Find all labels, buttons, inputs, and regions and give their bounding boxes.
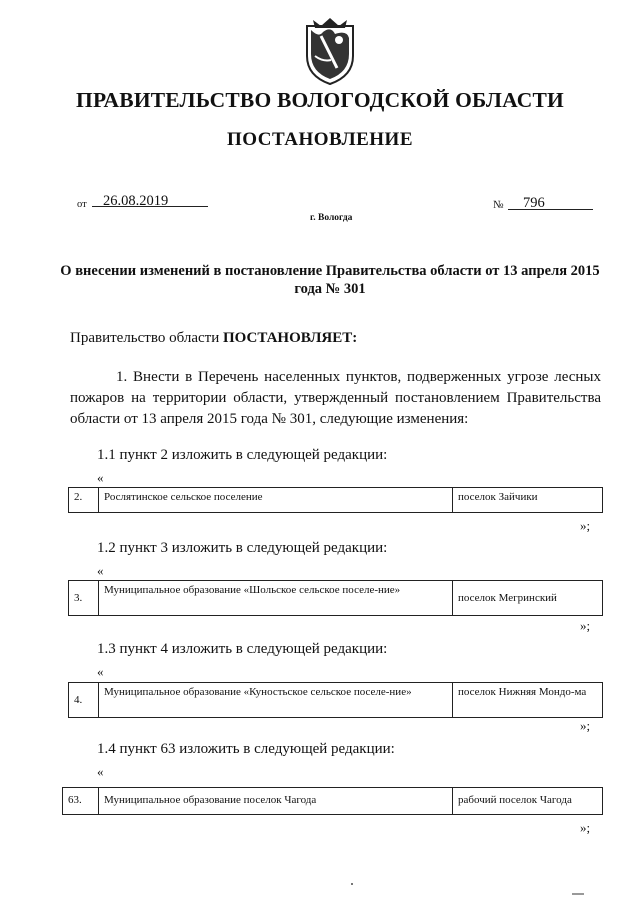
scan-speck [351,883,353,885]
document-date: 26.08.2019 [103,193,169,209]
document-type: ПОСТАНОВЛЕНИЕ [226,129,414,150]
row-settlement: поселок Нижняя Мондо-ма [458,686,587,698]
table-row [62,787,603,815]
amendment-heading: 1.2 пункт 3 изложить в следующей редакции: [97,540,388,556]
row-number: 4. [69,683,99,717]
city: г. Вологда [310,213,353,223]
close-quote: »; [580,820,591,835]
number-underline [508,209,593,210]
amendment-heading: 1.3 пункт 4 изложить в следующей редакции: [97,641,388,657]
row-number: 63. [63,788,99,814]
vologda-coat-of-arms-icon [301,16,359,86]
open-quote: « [97,563,104,578]
close-quote: »; [580,618,591,633]
number-label: № [493,199,504,211]
open-quote: « [97,764,104,779]
date-label: от [77,199,87,210]
table-row [68,487,603,513]
government-title: ПРАВИТЕЛЬСТВО ВОЛОГОДСКОЙ ОБЛАСТИ [76,88,564,112]
open-quote: « [97,470,104,485]
row-municipality: Рослятинское сельское поселение [99,488,453,512]
row-settlement: поселок Зайчики [458,491,538,503]
preamble-text: Правительство области [70,330,223,346]
close-quote: »; [580,518,591,533]
table-row [68,580,603,616]
amendment-heading: 1.1 пункт 2 изложить в следующей редакции: [97,447,388,463]
row-municipality: Муниципальное образование поселок Чагода [99,788,453,814]
open-quote: « [97,664,104,679]
scan-mark [572,893,584,895]
paragraph-1: 1. Внести в Перечень населенных пунктов, подверженных угрозе лесных пожаров на территории области, утвержденный постановлением Правительства области от 13 апреля 2015 года № 301, следующие изменения: [70,369,601,427]
preamble [70,330,357,347]
row-municipality: Муниципальное образование «Шольское сельское поселе-ние» [99,581,453,615]
row-number: 2. [69,488,99,512]
row-settlement: поселок Мегринский [458,592,557,604]
close-quote: »; [580,718,591,733]
document-subject: О внесении изменений в постановление Правительства области от 13 апреля 2015 года № 301 [60,263,600,297]
table-row [68,682,603,718]
row-municipality: Муниципальное образование «Куностьское сельское поселе-ние» [99,683,453,717]
preamble-emphasis: ПОСТАНОВЛЯЕТ: [222,330,358,346]
row-number: 3. [69,581,99,615]
row-settlement: рабочий поселок Чагода [458,794,572,806]
amendment-heading: 1.4 пункт 63 изложить в следующей редакции: [97,741,395,757]
document-number: 796 [523,195,545,211]
